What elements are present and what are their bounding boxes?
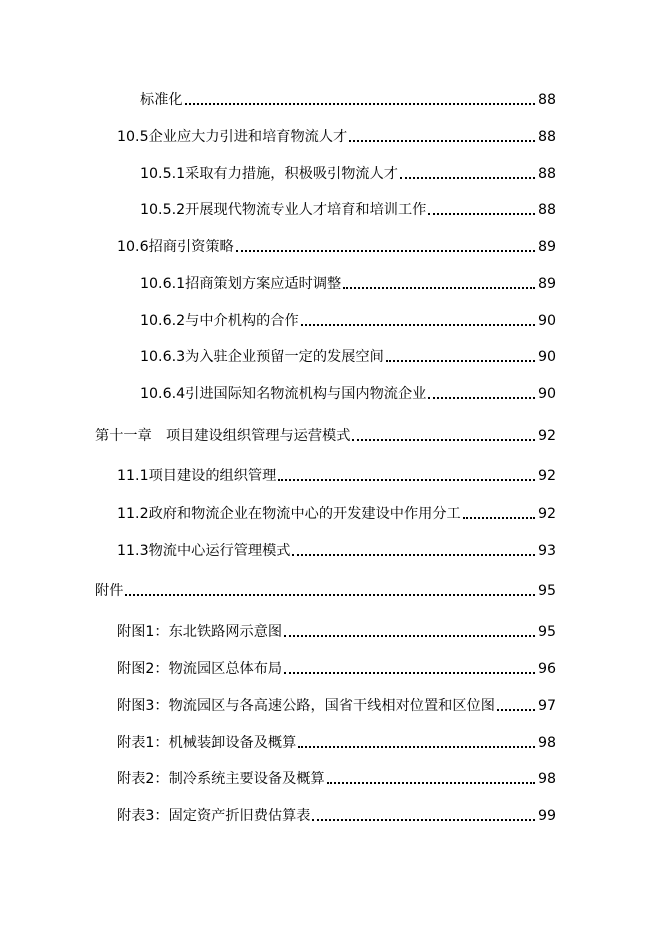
dot-leader (463, 517, 535, 519)
toc-entry-title: 11.2政府和物流企业在物流中心的开发建设中作用分工 (117, 506, 461, 522)
toc-entry-title: 11.1项目建设的组织管理 (117, 468, 277, 484)
dot-leader (185, 103, 535, 105)
toc-entry-page: 89 (537, 276, 556, 292)
toc-entry-page: 90 (537, 349, 556, 365)
dot-leader (284, 635, 535, 637)
dot-leader (125, 594, 535, 596)
toc-entry[interactable] (95, 578, 556, 600)
toc-entry[interactable] (117, 619, 556, 641)
toc-entry[interactable] (140, 271, 556, 293)
toc-entry-page: 92 (537, 506, 556, 522)
dot-leader (312, 819, 534, 821)
toc-entry-page: 96 (537, 661, 556, 677)
dot-leader (497, 709, 535, 711)
dot-leader (327, 782, 535, 784)
toc-entry-title: 附表2：制冷系统主要设备及概算 (117, 771, 325, 787)
dot-leader (278, 479, 535, 481)
toc-entry[interactable] (140, 161, 556, 183)
toc-entry-page: 99 (537, 808, 556, 824)
toc-entry-title: 附图3：物流园区与各高速公路，国省干线相对位置和区位图 (117, 698, 495, 714)
toc-entry-title: 10.6.4引进国际知名物流机构与国内物流企业 (140, 386, 427, 402)
toc-entry[interactable] (140, 344, 556, 366)
toc-entry-title: 附表1：机械装卸设备及概算 (117, 735, 297, 751)
toc-entry-title: 附图1：东北铁路网示意图 (117, 624, 283, 640)
dot-leader (400, 177, 535, 179)
toc-entry-page: 95 (537, 583, 556, 599)
toc-entry[interactable] (117, 693, 556, 715)
toc-entry-title: 标准化 (140, 92, 183, 108)
toc-entry-page: 88 (537, 202, 556, 218)
toc-entry-page: 92 (537, 428, 556, 444)
dot-leader (352, 439, 535, 441)
toc-entry[interactable] (95, 423, 556, 445)
toc-entry[interactable] (117, 538, 556, 560)
toc-entry[interactable] (117, 501, 556, 523)
toc-entry-title: 10.5.1采取有力措施，积极吸引物流人才 (140, 166, 398, 182)
toc-entry[interactable] (117, 803, 556, 825)
toc-entry-page: 98 (537, 735, 556, 751)
toc-entry[interactable] (117, 234, 556, 256)
dot-leader (428, 397, 535, 399)
toc-entry-title: 10.6招商引资策略 (117, 239, 234, 255)
dot-leader (343, 287, 535, 289)
dot-leader (349, 140, 535, 142)
toc-entry-page: 97 (537, 698, 556, 714)
toc-entry-title: 10.6.3为入驻企业预留一定的发展空间 (140, 349, 384, 365)
toc-entry-page: 92 (537, 468, 556, 484)
toc-entry[interactable] (117, 124, 556, 146)
toc-entry-title: 10.6.1招商策划方案应适时调整 (140, 276, 342, 292)
toc-entry[interactable] (140, 308, 556, 330)
toc-entry-title: 10.5.2开展现代物流专业人才培育和培训工作 (140, 202, 427, 218)
toc-entry-page: 90 (537, 313, 556, 329)
toc-entry-page: 88 (537, 92, 556, 108)
toc-entry-title: 附件 (95, 583, 124, 599)
toc-entry[interactable] (140, 87, 556, 109)
toc-entry[interactable] (140, 381, 556, 403)
toc-entry[interactable] (140, 197, 556, 219)
toc-entry-title: 10.5企业应大力引进和培育物流人才 (117, 129, 348, 145)
toc-entry-title: 10.6.2与中介机构的合作 (140, 313, 299, 329)
toc-entry-page: 93 (537, 543, 556, 559)
toc-entry-page: 89 (537, 239, 556, 255)
toc-entry-page: 90 (537, 386, 556, 402)
toc-entry-page: 95 (537, 624, 556, 640)
toc-entry[interactable] (117, 730, 556, 752)
toc-entry-title: 附表3：固定资产折旧费估算表 (117, 808, 311, 824)
toc-entry[interactable] (117, 463, 556, 485)
dot-leader (284, 672, 535, 674)
dot-leader (301, 324, 535, 326)
toc-entry-page: 88 (537, 166, 556, 182)
toc-entry-title: 11.3物流中心运行管理模式 (117, 543, 291, 559)
dot-leader (292, 554, 534, 556)
dot-leader (386, 360, 535, 362)
toc-entry-title: 附图2：物流园区总体布局 (117, 661, 283, 677)
dot-leader (298, 746, 535, 748)
toc-entry-page: 98 (537, 771, 556, 787)
dot-leader (236, 250, 535, 252)
dot-leader (428, 213, 535, 215)
toc-entry-title: 第十一章 项目建设组织管理与运营模式 (95, 428, 351, 444)
toc-entry[interactable] (117, 656, 556, 678)
toc-entry-page: 88 (537, 129, 556, 145)
toc-entry[interactable] (117, 766, 556, 788)
